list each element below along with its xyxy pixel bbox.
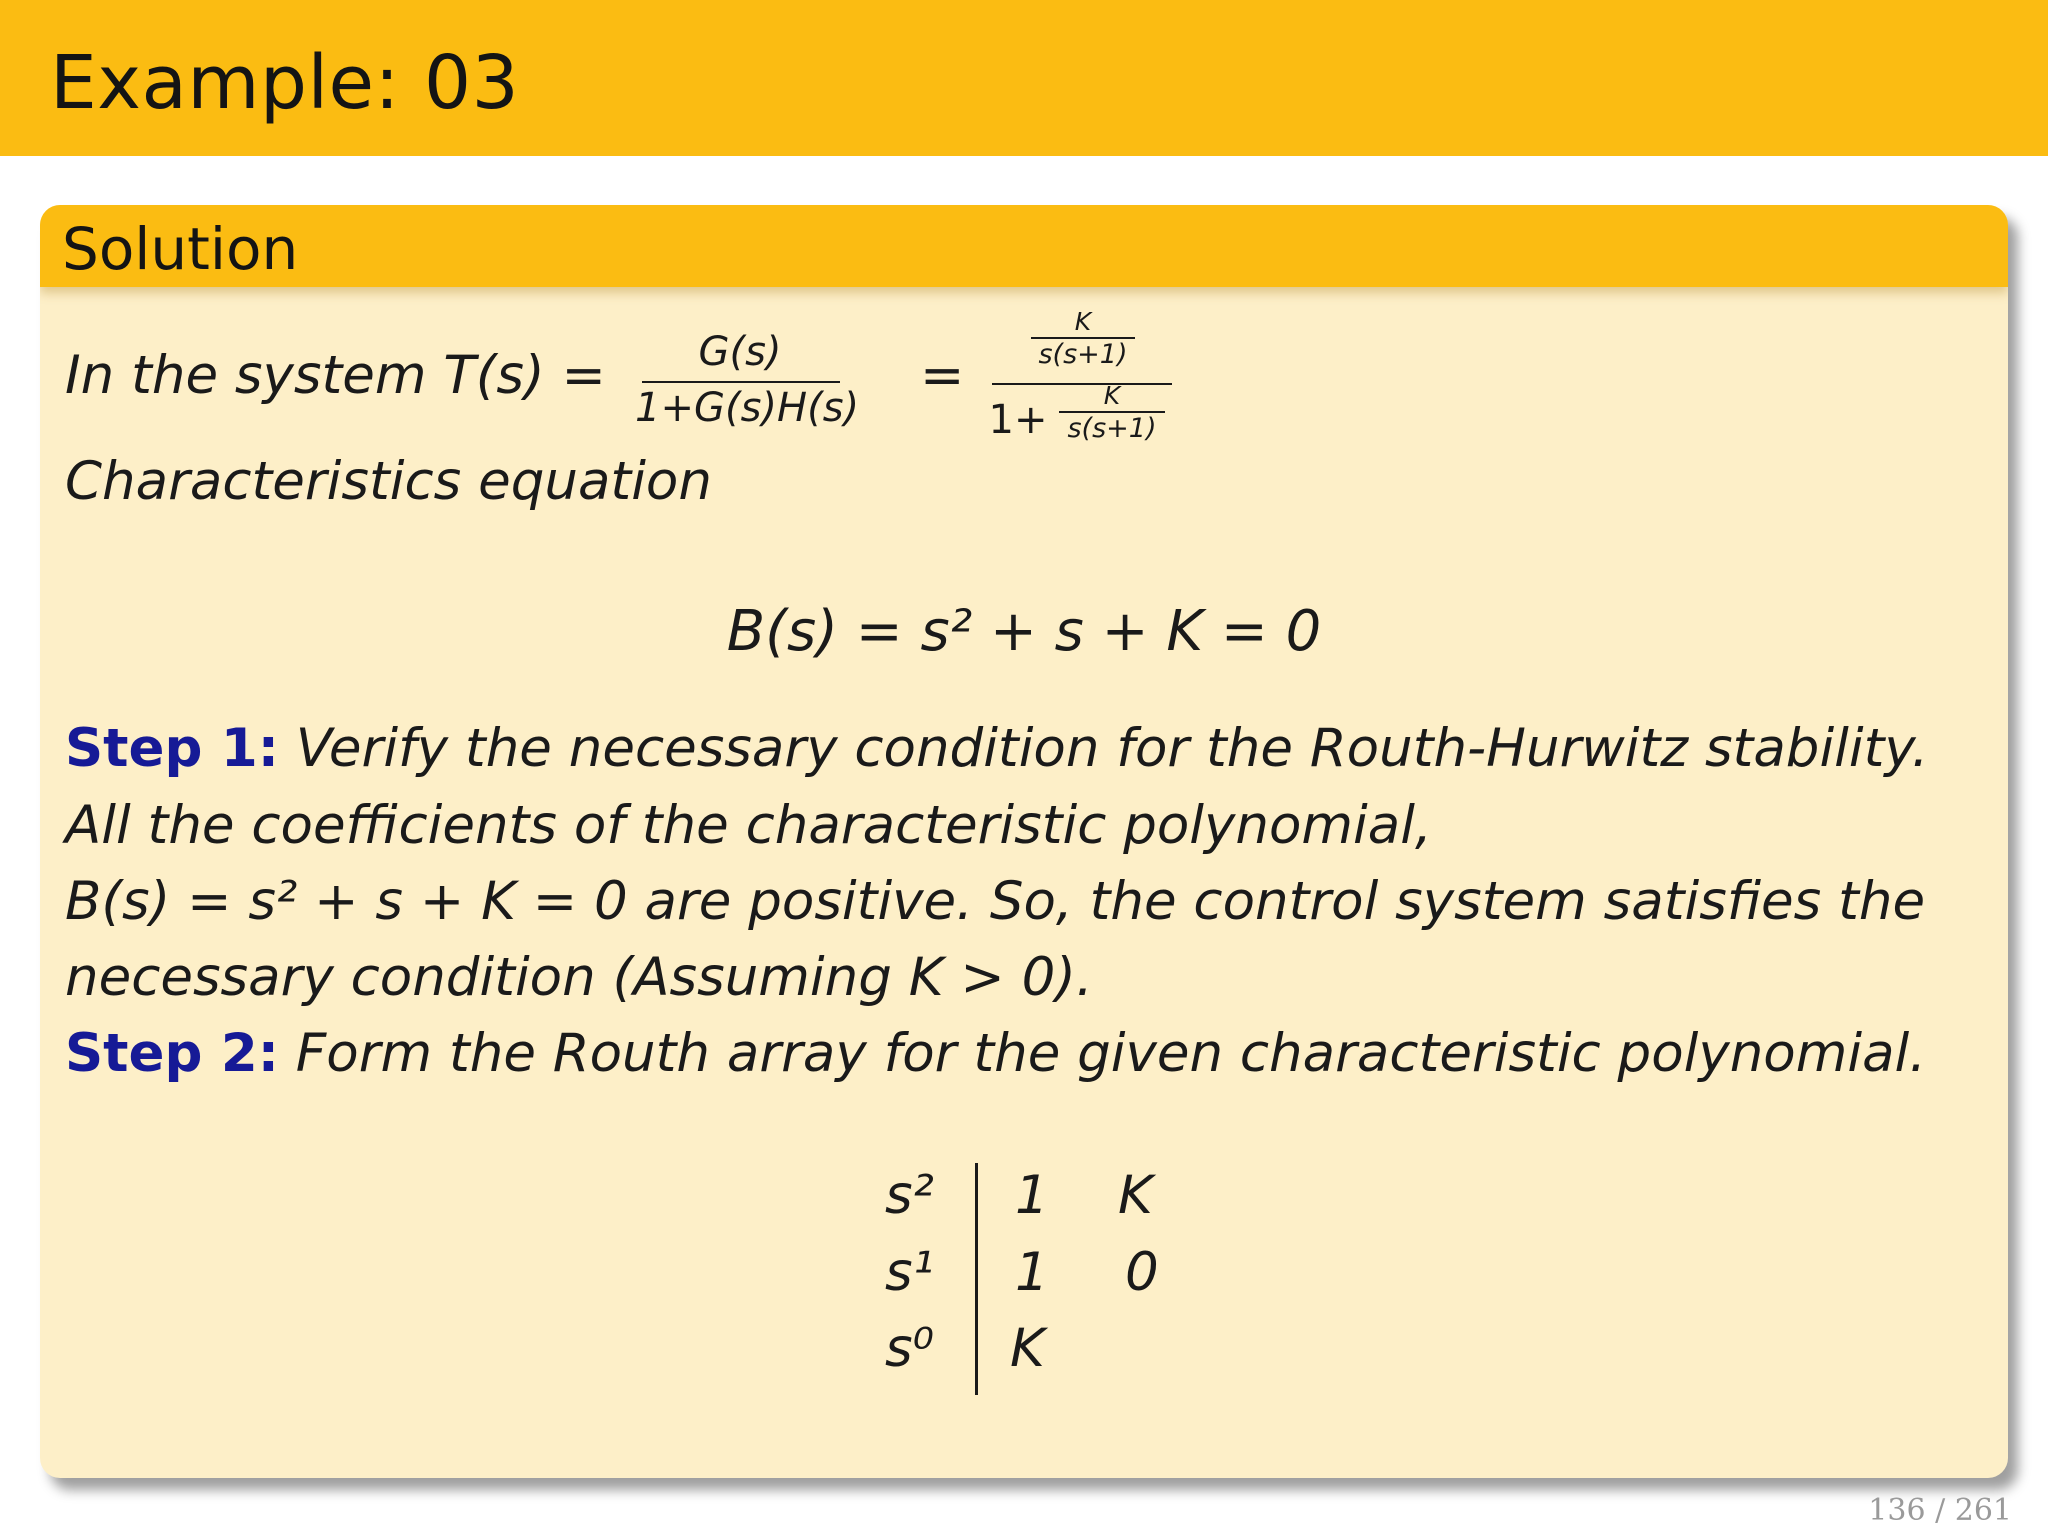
step1-label: Step 1: — [65, 718, 279, 779]
page-number: 136 / 261 — [1868, 1493, 2012, 1528]
char-eq-label: Characteristics equation — [65, 451, 712, 512]
fraction1-denominator: 1+G(s)H(s) — [635, 385, 860, 431]
transfer-function-prefix: In the system T(s) = — [65, 345, 606, 406]
routh-row-power: s¹ — [885, 1242, 934, 1303]
fraction2-inner-num-top: K — [1074, 307, 1092, 336]
solution-block — [40, 205, 2008, 1478]
char-equation: B(s) = s² + s + K = 0 — [726, 599, 1322, 664]
step2-label: Step 2: — [65, 1023, 279, 1084]
step2-text: Form the Routh array for the given characteristic polynomial. — [295, 1023, 1927, 1084]
step1-text: Verify the necessary condition for the Routh-Hurwitz stability. — [295, 718, 1929, 779]
fraction2-inner-num-bot: s(s+1) — [1038, 339, 1128, 370]
routh-cell: 1 — [1015, 1165, 1049, 1226]
routh-cell: K — [1118, 1165, 1153, 1226]
fraction1-numerator: G(s) — [698, 329, 782, 375]
routh-row-power: s⁰ — [885, 1318, 934, 1379]
fraction2-den-top: K — [1103, 381, 1121, 410]
slide-title: Example: 03 — [50, 40, 520, 126]
fraction2-den-bot: s(s+1) — [1067, 413, 1157, 444]
block-header — [40, 205, 2008, 287]
routh-cell: 1 — [1015, 1242, 1049, 1303]
routh-divider — [975, 1163, 978, 1395]
step1-line — [65, 718, 1929, 779]
routh-row-power: s² — [885, 1165, 934, 1226]
routh-cell: 0 — [1125, 1242, 1159, 1303]
fraction2-den-prefix: 1+ — [988, 397, 1048, 443]
block-title: Solution — [62, 215, 299, 283]
fraction1-bar — [642, 381, 840, 383]
equals-sign: = — [920, 345, 965, 406]
step1-line3: B(s) = s² + s + K = 0 are positive. So, the control system satisfies the — [65, 871, 1926, 932]
routh-cell: K — [1010, 1318, 1045, 1379]
step2-line — [65, 1023, 1926, 1084]
title-bar — [0, 0, 2048, 156]
step1-line2: All the coefficients of the characteristic polynomial, — [65, 795, 1432, 856]
step1-line4: necessary condition (Assuming K > 0). — [65, 947, 1093, 1008]
